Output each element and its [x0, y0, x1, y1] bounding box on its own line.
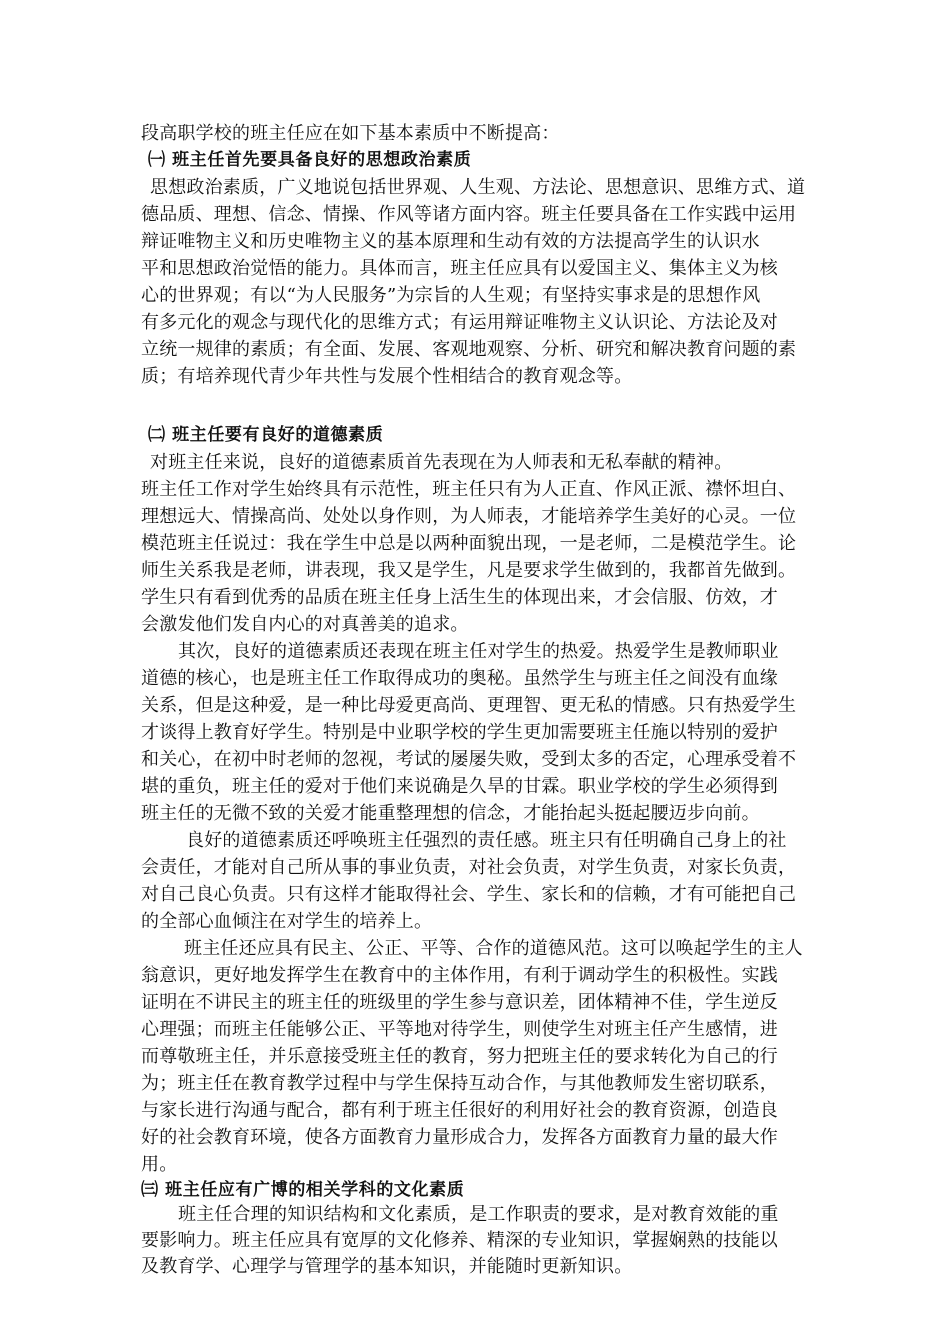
paragraph-line: 会激发他们发自内心的对真善美的追求。: [141, 614, 469, 635]
paragraph-line: 证明在不讲民主的班主任的班级里的学生参与意识差，团体精神不佳，学生逆反: [141, 992, 778, 1013]
paragraph-line: 平和思想政治觉悟的能力。具体而言，班主任应具有以爱国主义、集体主义为核: [141, 258, 778, 279]
paragraph-line: 才谈得上教育好学生。特别是中业职学校的学生更加需要班主任施以特别的爱护: [141, 722, 778, 743]
paragraph-line: 辩证唯物主义和历史唯物主义的基本原理和生动有效的方法提高学生的认识水: [141, 231, 760, 252]
paragraph-line: 关系，但是这种爱，是一种比母爱更高尚、更理智、更无私的情感。只有热爱学生: [141, 695, 797, 716]
intro-line: 段高职学校的班主任应在如下基本素质中不断提高：: [141, 123, 560, 144]
paragraph-line: 有多元化的观念与现代化的思维方式；有运用辩证唯物主义认识论、方法论及对: [141, 312, 778, 333]
paragraph-line: 对班主任来说，良好的道德素质首先表现在为人师表和无私奉献的精神。: [150, 452, 733, 473]
paragraph-line: 学生只有看到优秀的品质在班主任身上活生生的体现出来，才会信服、仿效，才: [141, 587, 778, 608]
paragraph-line: 班主任还应具有民主、公正、平等、合作的道德风范。这可以唤起学生的主人: [184, 938, 803, 959]
paragraph-line: 质；有培养现代青少年共性与发展个性相结合的教育观念等。: [141, 366, 633, 387]
section-heading-3: ㈢ 班主任应有广博的相关学科的文化素质: [141, 1180, 465, 1200]
paragraph-line: 与家长进行沟通与配合，都有利于班主任很好的利用好社会的教育资源，创造良: [141, 1100, 778, 1121]
section-heading-2: ㈡ 班主任要有良好的道德素质: [148, 425, 384, 445]
section-heading-1: ㈠ 班主任首先要具备良好的思想政治素质: [148, 150, 472, 170]
paragraph-line: 其次，良好的道德素质还表现在班主任对学生的热爱。热爱学生是教师职业: [178, 641, 779, 662]
paragraph-line: 班主任合理的知识结构和文化素质，是工作职责的要求，是对教育效能的重: [178, 1204, 779, 1225]
paragraph-line: 及教育学、心理学与管理学的基本知识，并能随时更新知识。: [141, 1256, 633, 1277]
paragraph-line: 思想政治素质，广义地说包括世界观、人生观、方法论、思想意识、思维方式、道: [150, 177, 806, 198]
paragraph-line: 翁意识，更好地发挥学生在教育中的主体作用，有利于调动学生的积极性。实践: [141, 965, 778, 986]
paragraph-line: 班主任的无微不致的关爱才能重整理想的信念，才能抬起头挺起腰迈步向前。: [141, 803, 760, 824]
paragraph-line: 堪的重负，班主任的爱对于他们来说确是久旱的甘霖。职业学校的学生必须得到: [141, 776, 778, 797]
paragraph-line: 的全部心血倾注在对学生的培养上。: [141, 911, 433, 932]
paragraph-line: 师生关系我是老师，讲表现，我又是学生，凡是要求学生做到的，我都首先做到。: [141, 560, 797, 581]
paragraph-line: 而尊敬班主任，并乐意接受班主任的教育，努力把班主任的要求转化为自己的行: [141, 1046, 778, 1067]
paragraph-line: 理想远大、情操高尚、处处以身作则，为人师表，才能培养学生美好的心灵。一位: [141, 506, 797, 527]
paragraph-line: 要影响力。班主任应具有宽厚的文化修养、精深的专业知识，掌握娴熟的技能以: [141, 1230, 778, 1251]
paragraph-line: 道德的核心，也是班主任工作取得成功的奥秘。虽然学生与班主任之间没有血缘: [141, 668, 778, 689]
paragraph-line: 好的社会教育环境，使各方面教育力量形成合力，发挥各方面教育力量的最大作: [141, 1127, 778, 1148]
paragraph-line: 用。: [141, 1154, 178, 1175]
paragraph-line: 班主任工作对学生始终具有示范性，班主任只有为人正直、作风正派、襟怀坦白、: [141, 479, 797, 500]
paragraph-line: 为；班主任在教育教学过程中与学生保持互动合作，与其他教师发生密切联系，: [141, 1073, 778, 1094]
paragraph-line: 心的世界观；有以“为人民服务”为宗旨的人生观；有坚持实事求是的思想作风: [141, 285, 761, 306]
paragraph-line: 良好的道德素质还呼唤班主任强烈的责任感。班主只有任明确自己身上的社: [186, 830, 787, 851]
paragraph-line: 对自己良心负责。只有这样才能取得社会、学生、家长和的信赖，才有可能把自己: [141, 884, 797, 905]
paragraph-line: 立统一规律的素质；有全面、发展、客观地观察、分析、研究和解决教育问题的素: [141, 339, 797, 360]
paragraph-line: 会责任，才能对自己所从事的事业负责，对社会负责，对学生负责，对家长负责，: [141, 857, 797, 878]
paragraph-line: 心理强；而班主任能够公正、平等地对待学生，则使学生对班主任产生感情，进: [141, 1019, 778, 1040]
paragraph-line: 模范班主任说过：我在学生中总是以两种面貌出现，一是老师，二是模范学生。论: [141, 533, 797, 554]
paragraph-line: 德品质、理想、信念、情操、作风等诸方面内容。班主任要具备在工作实践中运用: [141, 204, 797, 225]
paragraph-line: 和关心，在初中时老师的忽视，考试的屡屡失败，受到太多的否定，心理承受着不: [141, 749, 797, 770]
